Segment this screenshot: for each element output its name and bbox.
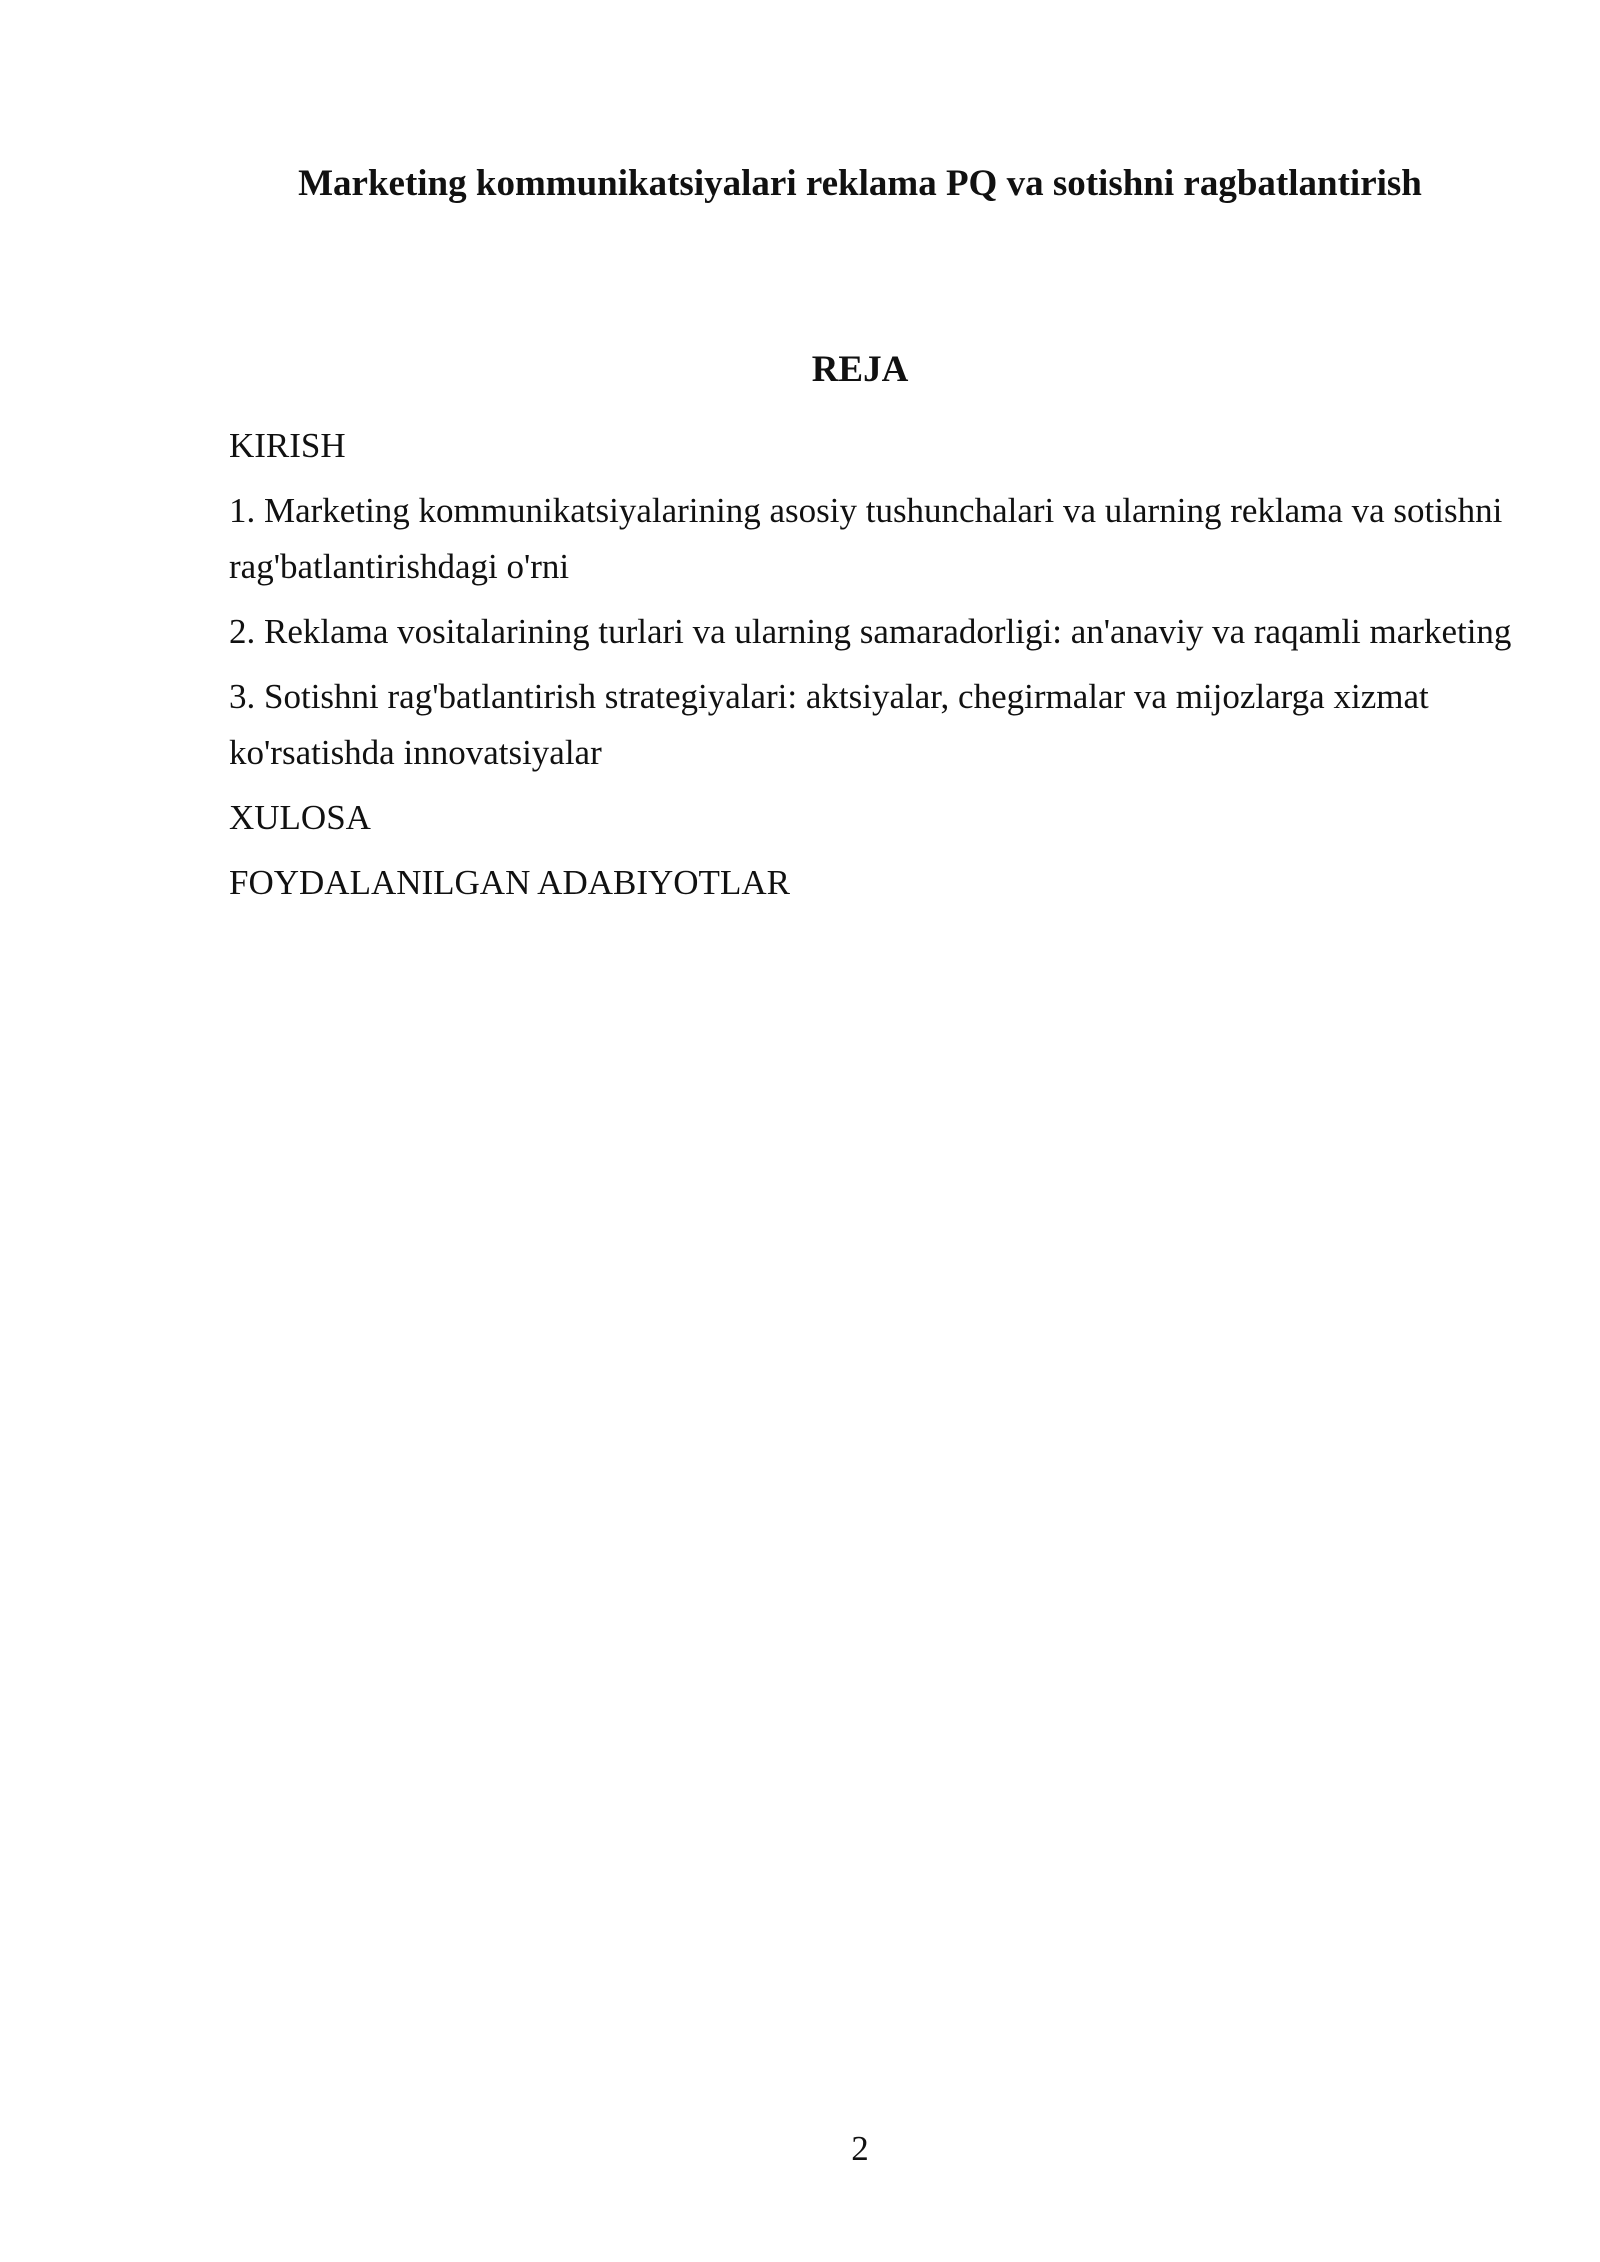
plan-item-3: 3. Sotishni rag'batlantirish strategiyalari: aktsiyalar, chegirmalar va mijozlarga xizmat ko'rsatishda innovatsiyalar [229, 677, 1429, 772]
document-title: Marketing kommunikatsiyalari reklama PQ va sotishni ragbatlantirish [298, 163, 1422, 204]
plan-heading: REJA [811, 349, 909, 390]
plan-item-conclusion: XULOSA [229, 798, 371, 837]
plan-item-2: 2. Reklama vositalarining turlari va ularning samaradorligi: an'anaviy va raqamli marketing [229, 612, 1512, 651]
plan-list [229, 418, 1519, 920]
plan-item-intro: KIRISH [229, 426, 346, 465]
page-number: 2 [851, 2129, 869, 2168]
plan-item-references: FOYDALANILGAN ADABIYOTLAR [229, 863, 790, 902]
plan-item-1: 1. Marketing kommunikatsiyalarining asosiy tushunchalari va ularning reklama va sotishni rag'batlantirishdagi o'rni [229, 491, 1503, 586]
